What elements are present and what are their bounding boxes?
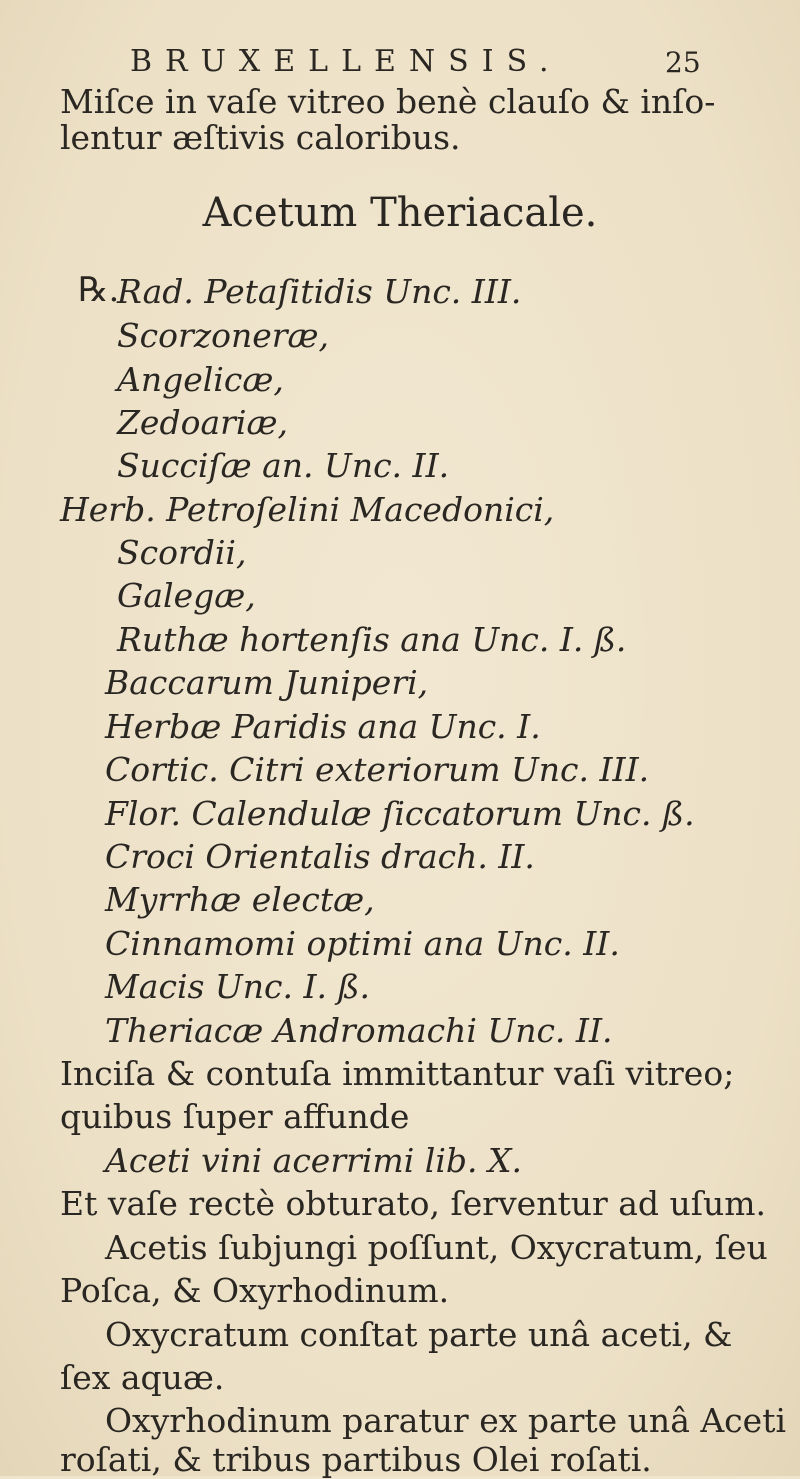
recipe-line: Herb. Petroſelini Macedonici, xyxy=(60,490,555,529)
recipe-line: Angelicæ, xyxy=(117,360,284,399)
recipe-line: Scorzoneræ, xyxy=(117,316,330,355)
recipe-line: Ruthæ hortenſis ana Unc. I. ß. xyxy=(117,620,627,659)
recipe-line: Myrrhæ electæ, xyxy=(105,880,375,919)
recipe-line: Scordii, xyxy=(117,533,247,572)
recipe-line: Galegæ, xyxy=(117,576,256,615)
recipe-line: Baccarum Juniperi, xyxy=(105,663,429,702)
body-line: roſati, & tribus partibus Olei roſati. xyxy=(60,1440,652,1479)
recipe-line: Macis Unc. I. ß. xyxy=(105,967,370,1006)
body-line: Aceti vini acerrimi lib. X. xyxy=(105,1141,522,1180)
recipe-line: Cinnamomi optimi ana Unc. II. xyxy=(105,924,620,963)
body-line: Oxyrhodinum paratur ex parte unâ Aceti xyxy=(105,1401,787,1440)
recipe-line: Zedoariæ, xyxy=(117,403,288,442)
recipe-line: Succiſæ an. Unc. II. xyxy=(117,446,450,485)
page-number: 25 xyxy=(665,46,701,79)
body-line: Et vaſe rectè obturato, ſerventur ad uſum. xyxy=(60,1184,767,1223)
body-line: quibus ſuper affunde xyxy=(60,1097,410,1136)
recipe-line: Croci Orientalis drach. II. xyxy=(105,837,535,876)
intro-line-1: Miſce in vaſe vitreo benè clauſo & inſo- xyxy=(60,82,716,121)
body-line: Acetis ſubjungi poſſunt, Oxycratum, ſeu xyxy=(105,1228,768,1267)
section-title: Acetum Theriacale. xyxy=(202,190,598,236)
recipe-line: Rad. Petaſitidis Unc. III. xyxy=(117,272,522,311)
recipe-line: Cortic. Citri exteriorum Unc. III. xyxy=(105,750,650,789)
recipe-symbol: ℞. xyxy=(78,270,120,310)
recipe-line: Flor. Calendulæ ſiccatorum Unc. ß. xyxy=(105,794,695,833)
recipe-line: Theriacæ Andromachi Unc. II. xyxy=(105,1011,613,1050)
body-line: Inciſa & contuſa immittantur vaſi vitreo; xyxy=(60,1054,735,1093)
recipe-line: Herbæ Paridis ana Unc. I. xyxy=(105,707,541,746)
body-line: Poſca, & Oxyrhodinum. xyxy=(60,1271,450,1310)
intro-line-2: lentur æſtivis caloribus. xyxy=(60,118,461,157)
body-line: ſex aquæ. xyxy=(60,1358,225,1397)
running-head: BRUXELLENSIS. xyxy=(130,44,562,79)
body-line: Oxycratum conſtat parte unâ aceti, & xyxy=(105,1315,733,1354)
